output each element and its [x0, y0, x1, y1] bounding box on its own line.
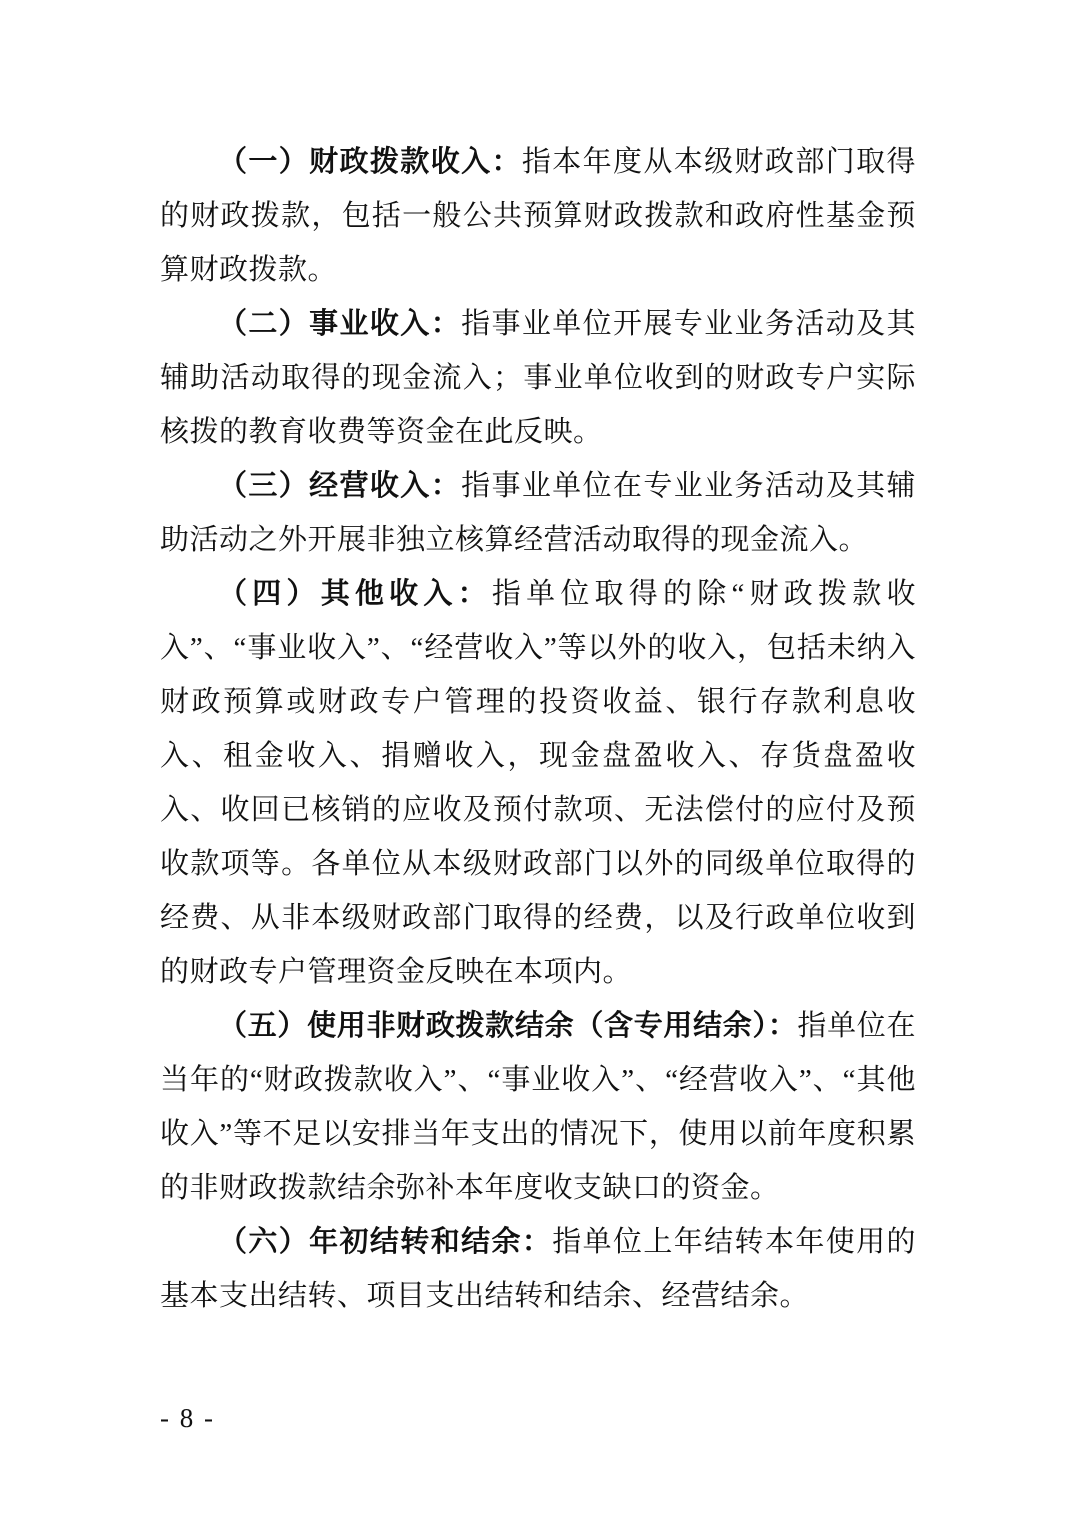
- paragraph-text: 指单位取得的除“财政拨款收入”、“事业收入”、“经营收入”等以外的收入，包括未纳入财政预算或财政专户管理的投资收益、银行存款利息收入、租金收入、捐赠收入，现金盘盈收入、存货盘盈收入、收回已核销的应收及预付款项、无法偿付的应付及预收款项等。各单位从本级财政部门以外的同级单位取得的经费、从非本级财政部门取得的经费，以及行政单位收到的财政专户管理资金反映在本项内。: [160, 578, 916, 988]
- paragraph-text: 指单位上年结转本年使用的基本支出结转、项目支出结转和结余、经营结余。: [160, 1226, 916, 1312]
- paragraph-text: 指本年度从本级财政部门取得的财政拨款，包括一般公共预算财政拨款和政府性基金预算财政拨款。: [160, 146, 916, 286]
- paragraph-label: （二）事业收入：: [218, 308, 462, 340]
- paragraph-text: 指单位在当年的“财政拨款收入”、“事业收入”、“经营收入”、“其他收入”等不足以安排当年支出的情况下，使用以前年度积累的非财政拨款结余弥补本年度收支缺口的资金。: [160, 1010, 916, 1204]
- paragraph-label: （四）其他收入：: [218, 578, 492, 610]
- paragraph-label: （三）经营收入：: [218, 470, 462, 502]
- paragraph-label: （一）财政拨款收入：: [218, 146, 522, 178]
- paragraph: [160, 1215, 916, 1323]
- paragraph-label: （六）年初结转和结余：: [218, 1226, 553, 1258]
- paragraph: [160, 135, 916, 297]
- paragraph: [160, 297, 916, 459]
- document-body: [160, 135, 916, 1323]
- paragraph-label: （五）使用非财政拨款结余（含专用结余）：: [218, 1010, 798, 1042]
- paragraph: [160, 459, 916, 567]
- paragraph-text: 指事业单位开展专业业务活动及其辅助活动取得的现金流入；事业单位收到的财政专户实际核拨的教育收费等资金在此反映。: [160, 308, 916, 448]
- paragraph: [160, 999, 916, 1215]
- paragraph: [160, 567, 916, 999]
- page-number: - 8 -: [160, 1403, 215, 1433]
- paragraph-text: 指事业单位在专业业务活动及其辅助活动之外开展非独立核算经营活动取得的现金流入。: [160, 470, 916, 556]
